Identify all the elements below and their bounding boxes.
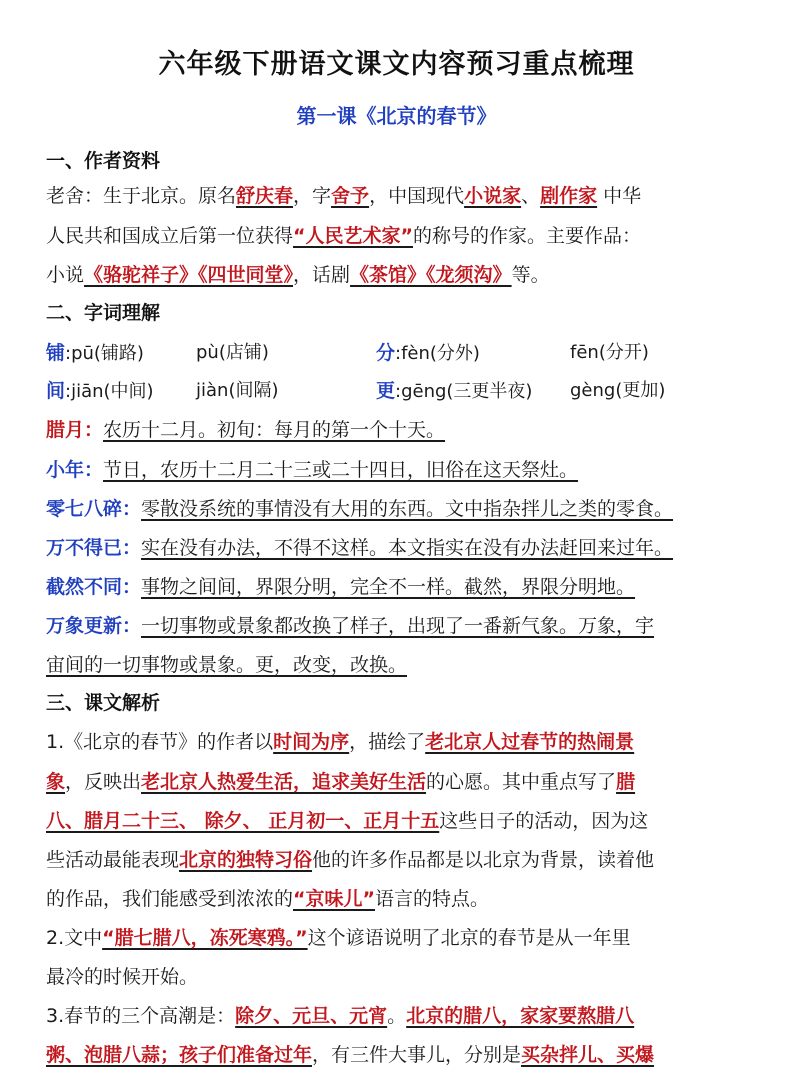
- polyphone-geng: [376, 376, 532, 403]
- text: 老舍：生于北京。原名: [46, 185, 237, 207]
- text: 这个谚语说明了北京的春节是从一年里: [307, 927, 631, 949]
- polyphone-char: 更: [376, 380, 396, 402]
- answer-novels: 《骆驼祥子》《四世同堂》: [84, 264, 294, 286]
- vocab-definition: 事物之间间，界限分明，完全不一样。截然，界限分明地。: [141, 576, 636, 598]
- vocab-term: 零七八碎：: [46, 498, 142, 520]
- vocab-item-wanbudeyi: [46, 533, 756, 560]
- text: ，描绘了: [349, 731, 426, 753]
- text: ，字: [293, 185, 332, 207]
- text: 人民共和国成立后第一位获得: [46, 225, 294, 247]
- answer: 除夕、元旦、元宵: [235, 1005, 388, 1027]
- text: ，反映出: [65, 771, 142, 793]
- answer: “京味儿”: [293, 888, 375, 910]
- text: 、: [521, 185, 541, 207]
- polyphone-jian: [46, 376, 154, 403]
- answer: 北京的独特习俗: [179, 849, 313, 871]
- polyphone-jian-b: jiàn(间隔): [196, 380, 279, 401]
- polyphone-char: 铺: [46, 342, 66, 364]
- reading: :pū(铺路): [65, 343, 144, 364]
- text: 小说: [46, 264, 85, 286]
- vocab-item-wanxianggengxin-cont: [46, 650, 756, 677]
- text: 些活动最能表现: [46, 849, 180, 871]
- text: 2.文中: [46, 927, 103, 949]
- vocab-term: 万不得已：: [46, 537, 142, 559]
- polyphone-geng-b: gèng(更加): [570, 380, 666, 401]
- analysis-p2-line-1: [46, 923, 756, 950]
- reading: :fèn(分外): [395, 343, 480, 364]
- answer: 八、腊月二十三、 除夕、 正月初一、正月十五: [46, 810, 440, 832]
- page-title: 六年级下册语文课文内容预习重点梳理: [158, 49, 635, 80]
- text: 1.《北京的春节》的作者以: [46, 731, 274, 753]
- answer: 粥、泡腊八蒜；孩子们准备过年: [46, 1044, 313, 1066]
- vocab-definition: 宙间的一切事物或景象。更，改变，改换。: [46, 654, 408, 676]
- analysis-p1-line-4: [46, 845, 756, 872]
- answer: 腊: [616, 771, 636, 793]
- reading: :gēng(三更半夜): [395, 381, 533, 402]
- text: 3.春节的三个高潮是：: [46, 1005, 236, 1027]
- vocab-definition: 农历十二月。初旬：每月的第一个十天。: [103, 419, 446, 441]
- answer-plays: 《茶馆》《龙须沟》: [350, 264, 512, 286]
- vocab-definition: 实在没有办法，不得不这样。本文指实在没有办法赶回来过年。: [141, 537, 674, 559]
- answer: 老北京人过春节的热闹景: [425, 731, 635, 753]
- text: 的称号的作家。主要作品：: [413, 225, 642, 247]
- answer-novelist: 小说家: [464, 185, 522, 207]
- analysis-p2-line-2: 最冷的时候开始。: [46, 966, 199, 988]
- analysis-p1-line-1: [46, 727, 756, 754]
- answer-courtesy-name: 舍予: [331, 185, 370, 207]
- polyphone-fen-b: fēn(分开): [570, 342, 649, 363]
- vocab-definition: 一切事物或景象都改换了样子，出现了一番新气象。万象，宇: [141, 615, 655, 637]
- vocab-definition: 零散没系统的事情没有大用的东西。文中指杂拌儿之类的零食。: [141, 498, 674, 520]
- reading: :jiān(中间): [65, 381, 154, 402]
- vocab-term: 腊月：: [46, 419, 104, 441]
- vocab-term: 截然不同：: [46, 576, 142, 598]
- analysis-p1-line-5: [46, 884, 756, 911]
- text: 。: [387, 1005, 407, 1027]
- answer: 老北京人热爱生活，追求美好生活: [141, 771, 427, 793]
- answer: 北京的腊八，家家要熬腊八: [406, 1005, 635, 1027]
- analysis-p3-line-1: [46, 1001, 756, 1028]
- vocab-item-xiaonian: [46, 455, 756, 482]
- analysis-p1-line-2: [46, 767, 756, 794]
- polyphone-char: 间: [46, 380, 66, 402]
- author-line-1: [46, 181, 756, 208]
- answer: 时间为序: [273, 731, 350, 753]
- answer: 买杂拌儿、买爆: [521, 1044, 655, 1066]
- vocab-term: 小年：: [46, 459, 104, 481]
- vocab-item-lingqibasui: [46, 494, 756, 521]
- answer-title: “人民艺术家”: [293, 225, 413, 247]
- vocab-item-layue: [46, 415, 756, 442]
- vocab-definition: 节日，农历十二月二十三或二十四日，旧俗在这天祭灶。: [103, 459, 579, 481]
- section-heading-analysis: 三、课文解析: [46, 692, 161, 714]
- text: 的作品，我们能感受到浓浓的: [46, 888, 294, 910]
- text: 的心愿。其中重点写了: [426, 771, 617, 793]
- polyphone-pu-b: pù(店铺): [196, 342, 269, 363]
- text: ，有三件大事儿，分别是: [312, 1044, 522, 1066]
- section-heading-author: 一、作者资料: [46, 150, 161, 172]
- polyphone-char: 分: [376, 342, 396, 364]
- text: 他的许多作品都是以北京为背景，读着他: [312, 849, 655, 871]
- text: ，中国现代: [369, 185, 465, 207]
- lesson-title: 第一课《北京的春节》: [296, 104, 497, 128]
- text: ，话剧: [293, 264, 351, 286]
- answer-playwright: 剧作家: [540, 185, 598, 207]
- answer: 象: [46, 771, 66, 793]
- vocab-item-wanxianggengxin: [46, 611, 756, 638]
- polyphone-pu: [46, 338, 144, 365]
- text: 这些日子的活动，因为这: [439, 810, 649, 832]
- vocab-item-jierantutong: [46, 572, 756, 599]
- vocab-term: 万象更新：: [46, 615, 142, 637]
- analysis-p3-line-2: [46, 1040, 756, 1067]
- text: 中华: [597, 185, 642, 207]
- polyphone-fen: [376, 338, 480, 365]
- section-heading-vocab: 二、字词理解: [46, 302, 161, 324]
- analysis-p1-line-3: [46, 806, 756, 833]
- answer: “腊七腊八，冻死寒鸦。”: [102, 927, 308, 949]
- author-line-3: [46, 260, 756, 287]
- text: 等。: [511, 264, 550, 286]
- answer-original-name: 舒庆春: [236, 185, 294, 207]
- author-line-2: [46, 221, 756, 248]
- text: 语言的特点。: [375, 888, 490, 910]
